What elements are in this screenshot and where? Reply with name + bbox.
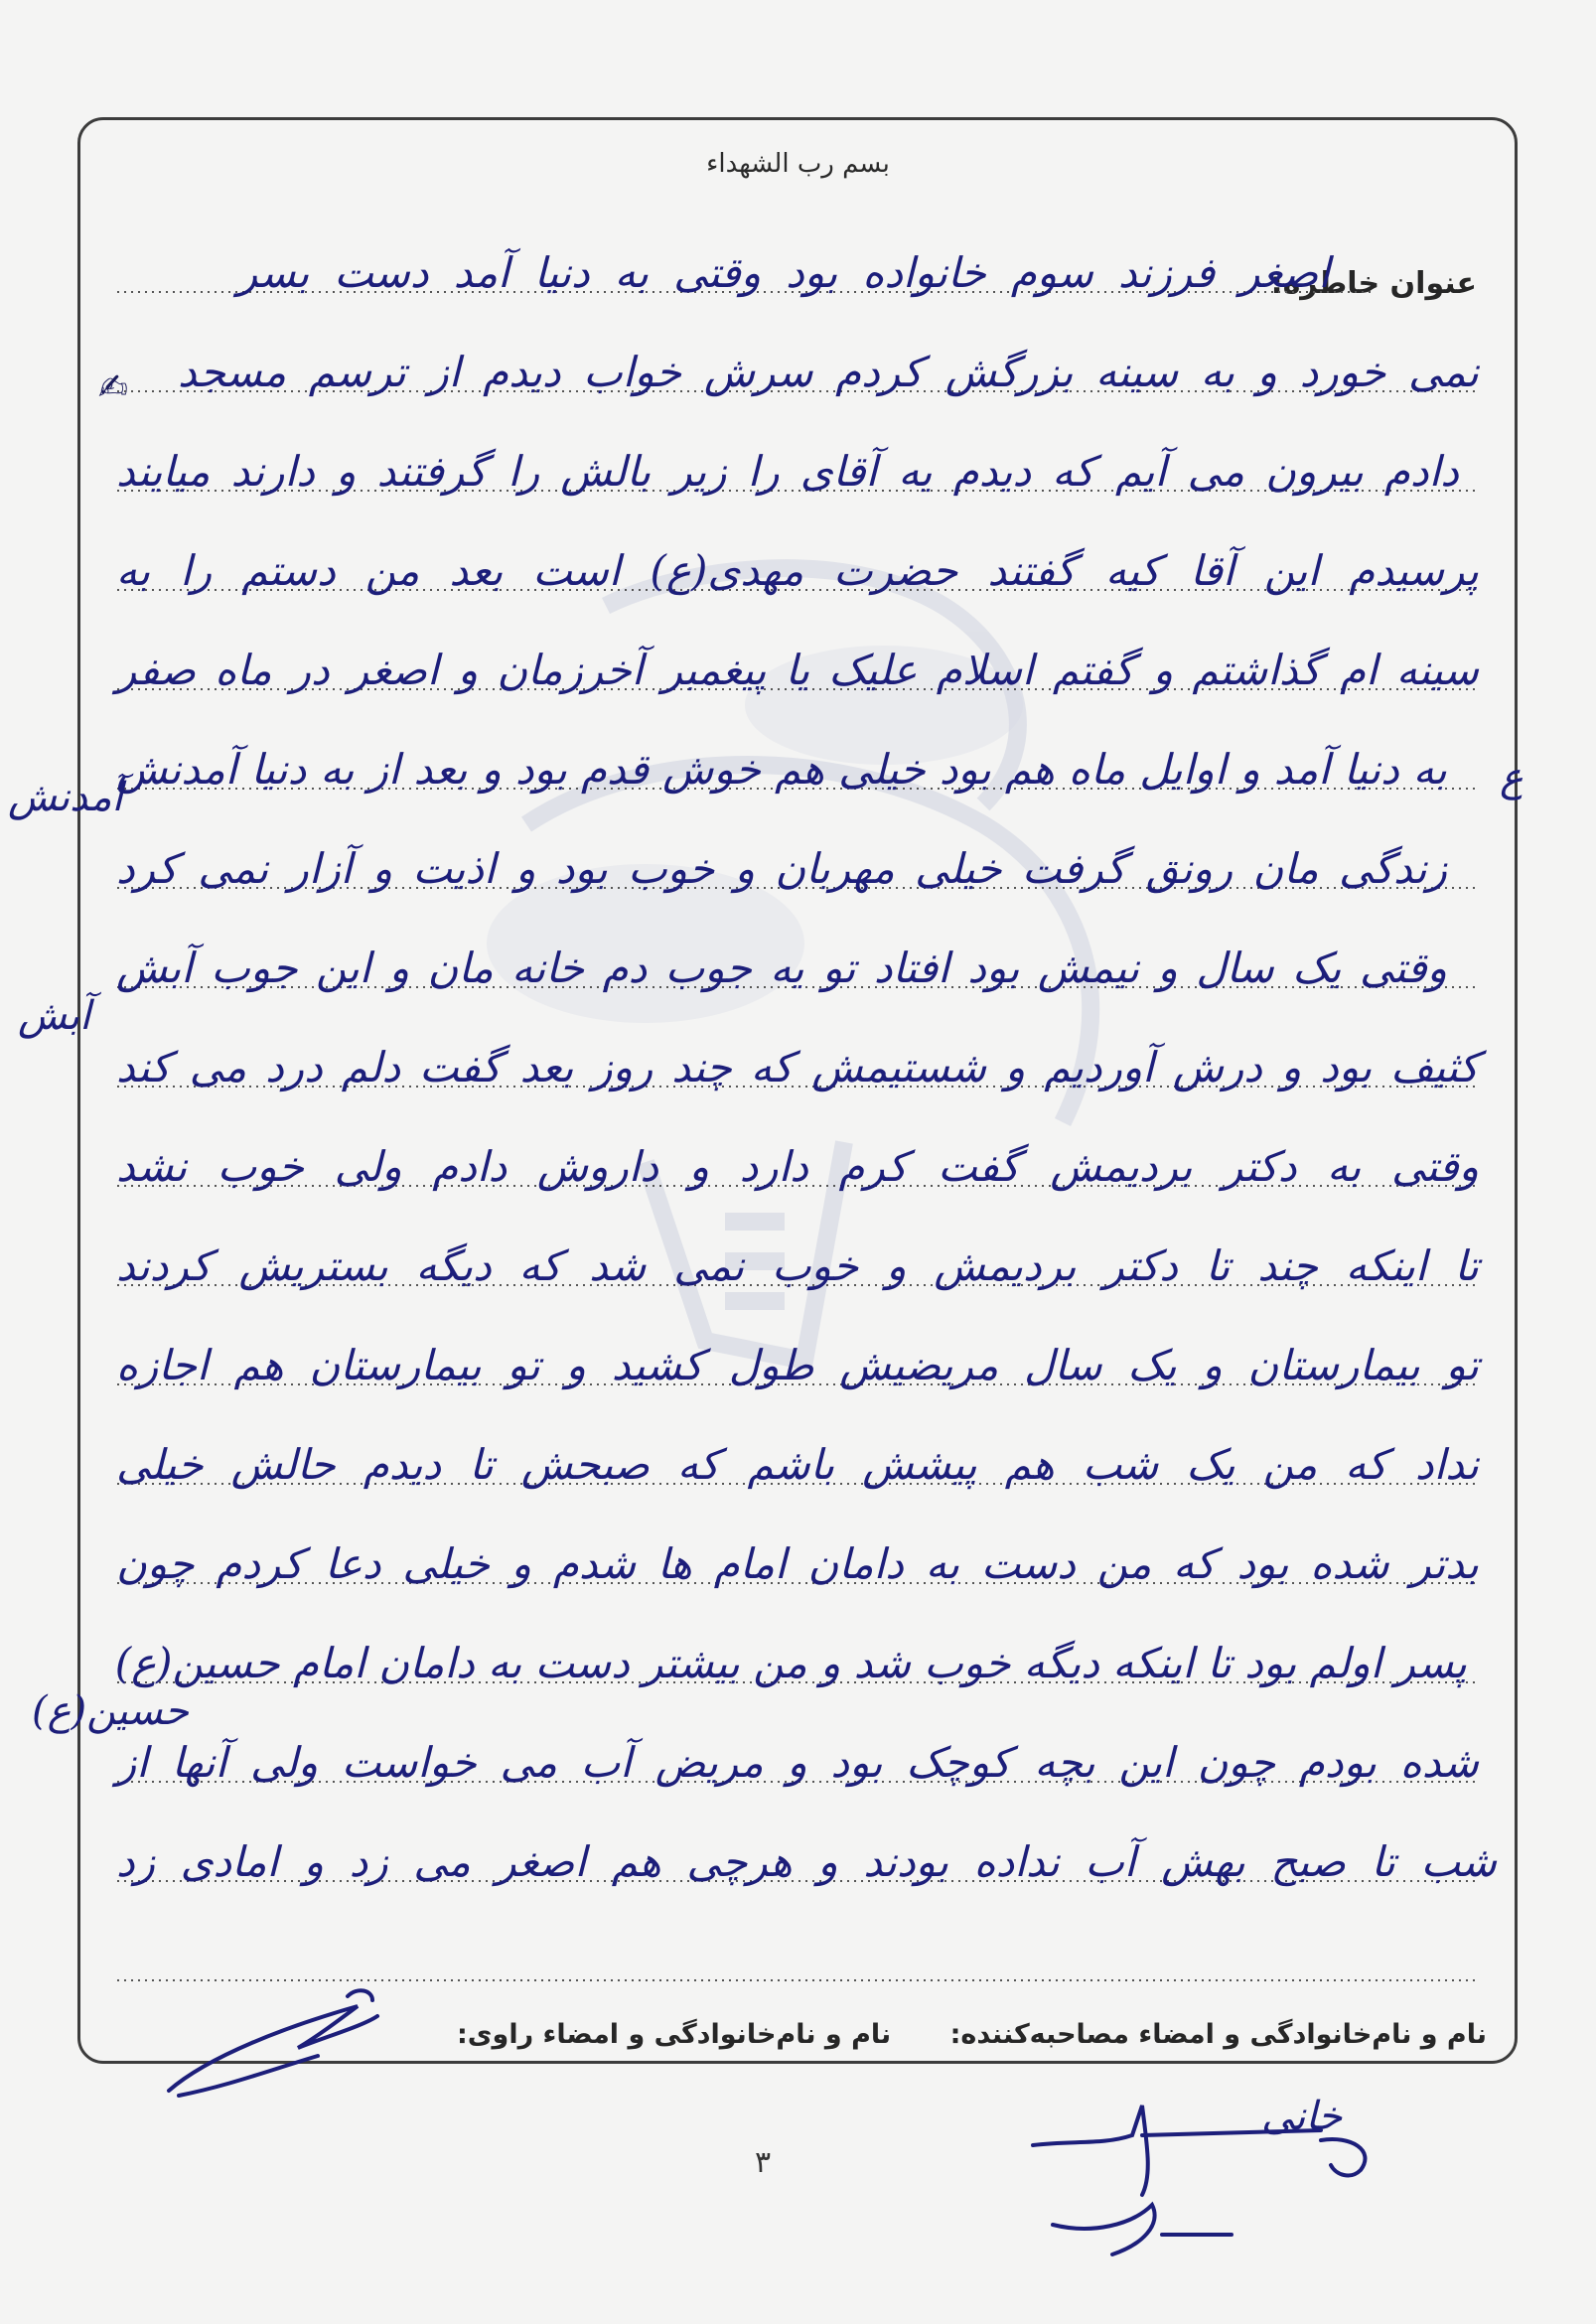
handwritten-line: شب تا صبح بهش آب نداده بودند و هرچی هم اصغر می زد و امادی زد (116, 1837, 1497, 1886)
handwritten-line: به دنیا آمد و اوایل ماه هم بود خیلی هم خوش قدم بود و بعد از به دنیا آمدنش (116, 745, 1447, 794)
handwritten-line: تا اینکه چند تا دکتر بردیمش و خوب نمی شد که دیگه بستریش کردند (116, 1241, 1479, 1290)
interviewer-signature (993, 2086, 1410, 2284)
pen-icon: ✍ (97, 367, 128, 408)
interviewer-signature-name: خانی (1261, 2094, 1343, 2139)
handwritten-line: شده بودم چون این بچه کوچک بود و مریض آب می خواست ولی آنها از (116, 1738, 1479, 1787)
handwritten-line: پرسیدم این آقا کیه گفتند حضرت مهدی(ع) است بعد من دستم را به (116, 546, 1479, 595)
handwritten-line: کثیف بود و درش آوردیم و شستیمش که چند روز بعد گفت دلم درد می کند (116, 1043, 1479, 1091)
interviewer-signature-label: نام و نام‌خانوادگی و امضاء مصاحبه‌کننده: (949, 2019, 1487, 2050)
margin-note: آمدنش (8, 775, 123, 820)
handwritten-line: دادم بیرون می آیم که دیدم یه آقای را زیر بالش را گرفتند و دارند میایند (116, 447, 1459, 496)
page-header: بسم رب الشهداء (706, 149, 890, 179)
handwritten-line: نداد که من یک شب هم پیشش باشم که صبحش تا دیدم حالش خیلی (116, 1440, 1479, 1489)
handwritten-line: پسر اولم بود تا اینکه دیگه خوب شد و من بیشتر دست به دامان امام حسین(ع) (114, 1639, 1467, 1687)
handwritten-line: وقتی یک سال و نیمش بود افتاد تو یه جوب دم خانه مان و این جوب آبش (116, 944, 1447, 992)
margin-note: ع (1500, 755, 1523, 800)
handwritten-line: زندگی مان رونق گرفت خیلی مهربان و خوب بود و اذیت و آزار نمی کرد (116, 844, 1447, 893)
margin-note: حسین(ع) (32, 1688, 190, 1734)
handwritten-line: اصغر فرزند سوم خانواده بود وقتی به دنیا آمد دست بسر (237, 248, 1330, 297)
handwritten-line: سینه ام گذاشتم و گفتم اسلام علیک یا پیغمبر آخرزمان و اصغر در ماه صفر (116, 646, 1479, 694)
title-label: عنوان خاطره: (1270, 266, 1477, 301)
handwritten-line: تو بیمارستان و یک سال مریضیش طول کشید و تو بیمارستان هم اجازه (116, 1341, 1479, 1389)
handwritten-line: وقتی به دکتر بردیمش گفت کرم دارد و داروش دادم ولی خوب نشد (116, 1142, 1479, 1191)
handwritten-line: بدتر شده بود که من دست به دامان امام ها شدم و خیلی دعا کردم چون (116, 1539, 1479, 1588)
page-number: ۳ (755, 2145, 772, 2180)
margin-note: آبش (18, 993, 91, 1039)
narrator-signature-label: نام و نام‌خانوادگی و امضاء راوی: (457, 2019, 892, 2050)
handwritten-line: نمی خورد و به سینه بزرگش کردم سرش خواب دیدم از ترسم مسجد (178, 348, 1479, 396)
